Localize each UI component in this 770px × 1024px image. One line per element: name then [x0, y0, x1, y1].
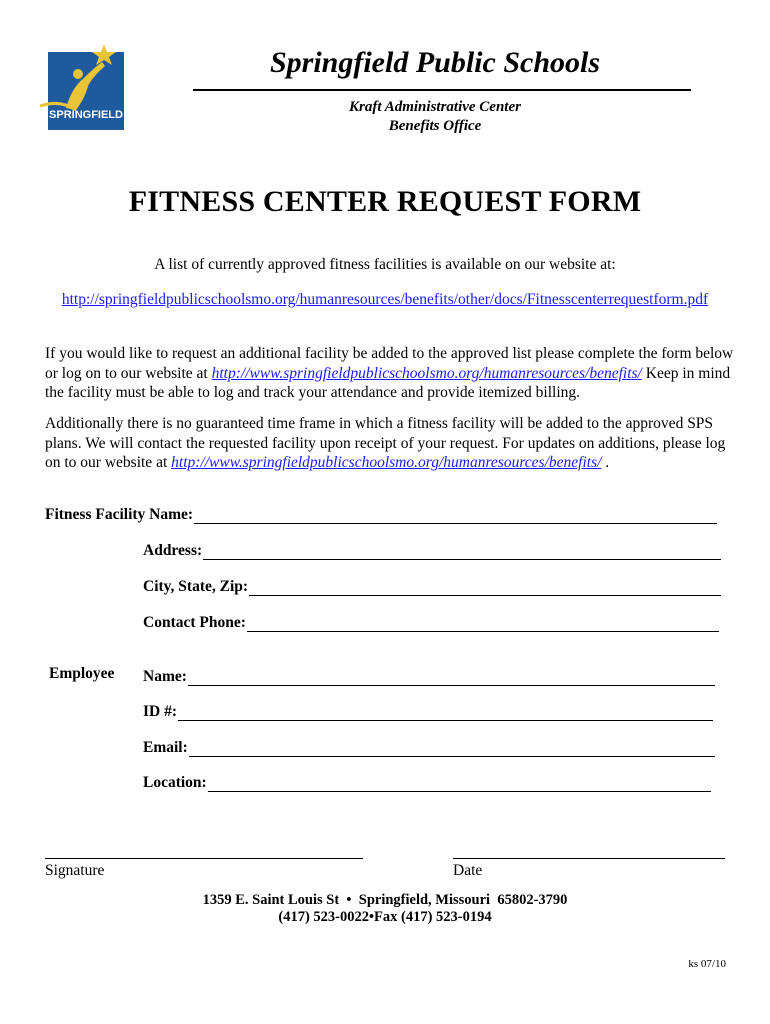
contact-phone-label: Contact Phone: [143, 614, 246, 631]
additions-paragraph [45, 414, 735, 473]
employee-location-line[interactable] [208, 776, 711, 792]
employee-id-label: ID #: [143, 703, 178, 720]
city-state-zip-label: City, State, Zip: [143, 578, 249, 595]
address-field[interactable] [143, 540, 721, 560]
footer-address: 1359 E. Saint Louis St • Springfield, Missouri 65802-3790 [202, 892, 568, 908]
employee-email-line[interactable] [189, 741, 715, 757]
header-rule [193, 89, 691, 91]
employee-name-field[interactable] [143, 666, 715, 686]
signature-line[interactable] [45, 858, 363, 859]
logo-figure-head-icon [73, 69, 83, 79]
org-name: Springfield Public Schools [269, 46, 601, 79]
logo-word-1: SPRINGFIELD [49, 109, 123, 121]
date-label: Date [453, 862, 483, 879]
employee-location-field[interactable] [143, 772, 711, 792]
footer-phone: (417) 523-0022•Fax (417) 523-0194 [278, 909, 492, 925]
date-line[interactable] [453, 858, 725, 859]
city-state-zip-field[interactable] [143, 576, 721, 596]
para1-text-b: Keep in mind the facility must be able to log and track your attendance and provide itemized billing. [45, 364, 731, 401]
benefits-office: Benefits Office [388, 118, 482, 134]
city-state-zip-line[interactable] [249, 580, 721, 596]
facilities-list-link[interactable]: http://springfieldpublicschoolsmo.org/humanresources/benefits/other/docs/Fitnesscenterrequestform.pdf [61, 291, 709, 308]
employee-id-line[interactable] [178, 705, 713, 721]
employee-id-field[interactable] [143, 701, 713, 721]
signature-label: Signature [45, 862, 105, 879]
employee-name-label: Name: [143, 668, 187, 685]
address-label: Address: [143, 542, 203, 559]
benefits-link[interactable]: http://www.springfieldpublicschoolsmo.org/humanresources/benefits/ [211, 364, 642, 382]
request-paragraph [45, 344, 735, 403]
para1-text-a: If you would like to request an additional facility be added to the approved list please complete the form below or log on to our website at [45, 345, 734, 382]
employee-email-field[interactable] [143, 737, 715, 757]
contact-phone-field[interactable] [143, 612, 719, 632]
contact-phone-line[interactable] [247, 616, 719, 632]
address-line[interactable] [203, 544, 721, 560]
para2-text-a: Additionally there is no guaranteed time frame in which a fitness facility will be added to the approved SPS plans. We will contact the requested facility upon receipt of your request. For updates on additions, please log on to our website at [45, 415, 726, 471]
para2-text-b: . [601, 454, 610, 471]
employee-email-label: Email: [143, 739, 188, 756]
employee-location-label: Location: [143, 774, 207, 791]
revision-code: ks 07/10 [688, 958, 726, 970]
springfield-logo [36, 44, 128, 136]
intro-text: A list of currently approved fitness facilities is available on our website at: [154, 256, 616, 273]
employee-name-line[interactable] [188, 670, 715, 686]
benefits-link-2[interactable]: http://www.springfieldpublicschoolsmo.org/humanresources/benefits/ [171, 454, 602, 471]
employee-label: Employee [49, 665, 115, 682]
form-title: FITNESS CENTER REQUEST FORM [128, 185, 642, 218]
facility-name-label: Fitness Facility Name: [45, 506, 194, 523]
logo-word-2: PUBLIC SCHOOLS [52, 123, 120, 132]
facility-name-field[interactable] [45, 504, 717, 524]
facility-name-line[interactable] [194, 508, 717, 524]
admin-center: Kraft Administrative Center [349, 99, 521, 115]
